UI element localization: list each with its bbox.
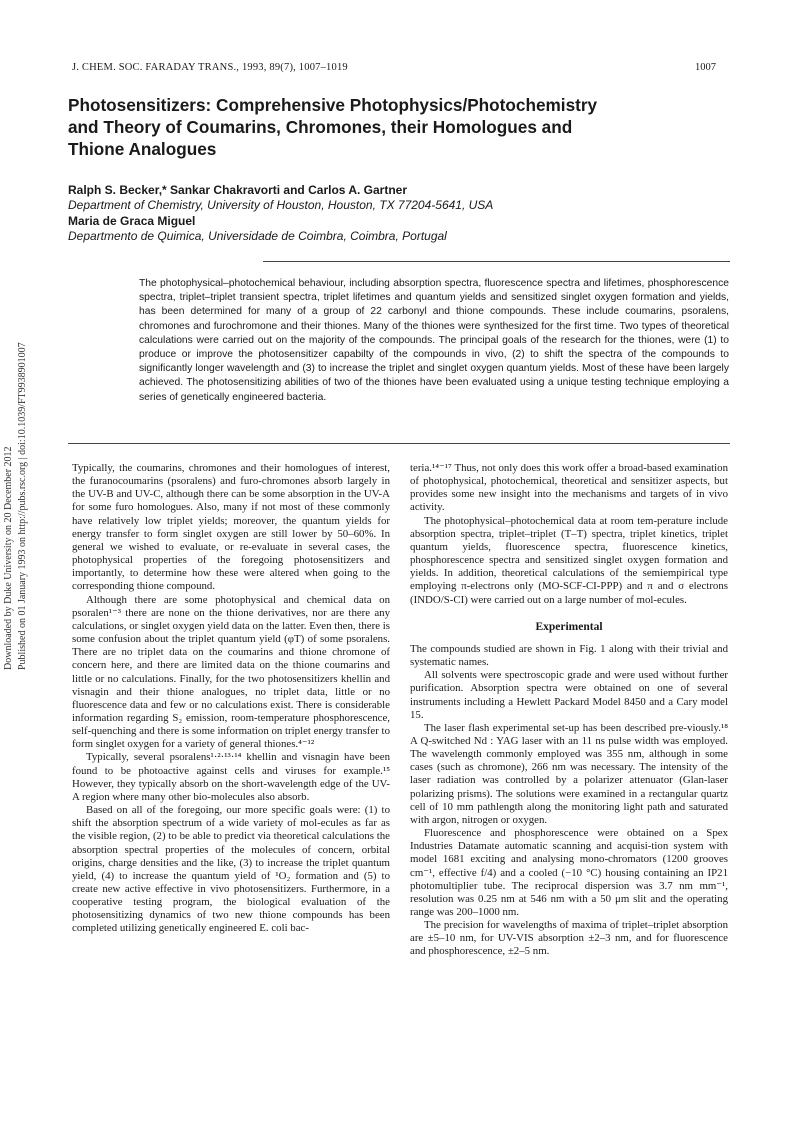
divider — [263, 261, 730, 262]
page-number: 1007 — [695, 62, 716, 73]
publication-notice: Published on 01 January 1993 on http://pubs.rsc.org | doi:10.1039/FT9938901007 — [17, 342, 28, 670]
title-line: Thione Analogues — [68, 139, 217, 159]
author-block — [68, 183, 493, 243]
body-column-left — [72, 462, 390, 936]
divider — [68, 443, 730, 444]
paragraph: Although there are some photophysical and chemical data on psoralen¹⁻³ there are none on the thione derivatives, nor are there any calculations, or singlet oxygen yield data on the latter. Even then, there is some confusion about the triplet quantum yield (φT) of some psoralens. There are no triplet data on the coumarins and thione chromone of concern here, and there are limited data on the thione coumarins and little or no calculations. Finally, for the two photosensitizers khellin and visnagin and their thione analogues, no triplet data, little or no fluorescence data and few or no calculations exist. There is considerable information regarding S₂ emission, room-temperature phosphorescence, self-quenching and there is some information on triplet energy transfer to form singlet oxygen for a variety of general thiones.⁴⁻¹² — [72, 593, 390, 751]
paragraph: Typically, the coumarins, chromones and their homologues of interest, the furanocoumarins (psoralens) and furo-chromones absorb largely in the UV-B and UV-C, although there can be some absorption in the UV-A for some furo homologues. Also, many if not most of these commonly have relatively low triplet yields; moreover, the quantum yields for energy transfer to form singlet oxygen are still lower by 50–60%. In general we wished to evaluate, or re-evaluate in several cases, the photophysical properties of the foregoing photosensitizers and importantly, to determine how these were altered when going to the corresponding thione compound. — [72, 462, 390, 593]
paragraph: Fluorescence and phosphorescence were obtained on a Spex Industries Datamate automatic scanning and acquisi-tion system with model 1681 exciting and analysing mono-chromators (1200 grooves cm⁻¹, effective f/4) and a cooled (−10 °C) housing containing an IP21 photomultiplier tube. The reciprocal dispersion was 3.7 nm mm⁻¹, resolution was 0.25 nm at 546 nm with a 50 μm slit and the operating range was 200–1000 nm. — [410, 827, 728, 918]
author-affiliation: Department of Chemistry, University of Houston, Houston, TX 77204-5641, USA — [68, 197, 494, 212]
paragraph: The laser flash experimental set-up has been described pre-viously.¹⁸ A Q-switched Nd : YAG laser with an 11 ns pulse width was employed. The wavelength commonly employed was 355 nm, although in some cases (such as chromone), 266 nm was necessary. The intensity of the laser radiation was controlled by a polarizer attenuator (Glan-laser polarizing prisms). The solutions were examined in a rectangular quartz cell of 10 mm pathlength along the monitoring light path and saturated with argon, nitrogen or oxygen. — [410, 721, 728, 826]
title-line: and Theory of Coumarins, Chromones, their Homologues and — [68, 117, 573, 137]
abstract: The photophysical–photochemical behaviour, including absorption spectra, fluorescence spectra and lifetimes, phosphorescence spectra, triplet–triplet transient spectra, triplet lifetimes and quantum yields and sensitized singlet oxygen formation and yields, has been determined for many of a group of 22 carbonyl and thione compounds. These include coumarins, psoralens, chromones and furochromone and their thiones. Many of the thiones were synthesized for the first time. Two types of theoretical calculations were carried out on the majority of the compounds. The principal goals of the research for the thiones, were (1) to produce or improve the photosensitizer capabilty of the compounds in vivo, (2) to shift the spectra of the compounds to significantly longer wavelength and (3) to increase the triplet and singlet oxygen quantum yields. Most of these have been largely achieved. The photosensitizing abilities of two of the thiones have been evaluated using a unique testing technique employing a series of genetically engineered bacteria. — [139, 278, 729, 403]
paragraph: The compounds studied are shown in Fig. 1 along with their trivial and systematic names. — [410, 642, 728, 669]
section-heading: Experimental — [535, 620, 603, 633]
author-names: Ralph S. Becker,* Sankar Chakravorti and Carlos A. Gartner — [68, 183, 408, 197]
paragraph: The precision for wavelengths of maxima of triplet–triplet absorption are ±5–10 nm, for UV-VIS absorption ±2–3 nm, and for fluorescence and phosphorescence, ±2–5 nm. — [410, 919, 728, 958]
paragraph: All solvents were spectroscopic grade and were used without further purification. Absorption spectra were obtained on one of several instruments including a Hewlett Packard Model 8450 and a Cary model 15. — [410, 669, 728, 721]
body-column-right — [410, 462, 728, 959]
author-names: Maria de Graca Miguel — [68, 214, 196, 228]
author-affiliation: Departmento de Quimica, Universidade de Coimbra, Coimbra, Portugal — [68, 228, 447, 243]
journal-running-header: J. CHEM. SOC. FARADAY TRANS., 1993, 89(7), 1007–1019 — [72, 62, 348, 73]
paragraph: The photophysical–photochemical data at room tem-perature include absorption spectra, triplet–triplet (T–T) spectra, triplet kinetics, triplet quantum yields, fluorescence spectra, fluorescence kinetics, phosphorescence spectra and sensitized singlet oxygen formation and yields. In addition, theoretical calculations of the semiempirical type employing π-electrons only (MO-SCF-CI-PPP) and π and σ electrons (INDO/S-CI) were carried out on a large number of mol-ecules. — [410, 514, 728, 606]
download-notice: Downloaded by Duke University on 20 December 2012 — [3, 446, 14, 670]
paragraph: Typically, several psoralens¹·²·¹³·¹⁴ khellin and visnagin have been found to be photoactive against cells and viruses for example.¹⁵ However, they typically absorb on the short-wavelength edge of the UV-A region where many other bio-molecules also absorb. — [72, 751, 390, 803]
paragraph: Based on all of the foregoing, our more specific goals were: (1) to shift the absorption spectrum of a wide variety of mol-ecules as far as the visible region, (2) to be able to predict via theoretical calculations the absorption spectral properties of the molecules of concern, orbital origins, charge densities and the like, (3) to increase the triplet quantum yield, (4) to increase the quantum yield of ¹O₂ formation and (5) to create new active effective in vivo photosensitizers. Furthermore, in a cooperative testing program, the biological evaluation of the photosensitizing dynamics of two new thione compounds has been completed utilizing genetically engineered E. coli bac- — [72, 804, 390, 935]
article-title — [68, 94, 728, 160]
title-line: Photosensitizers: Comprehensive Photophysics/Photochemistry — [68, 95, 598, 115]
paragraph: teria.¹⁴⁻¹⁷ Thus, not only does this work offer a broad-based examination of photophysical, photochemical, theoretical and sensitizer aspects, but provides some new insight into the mechanisms and targets of in vivo activity. — [410, 462, 728, 514]
